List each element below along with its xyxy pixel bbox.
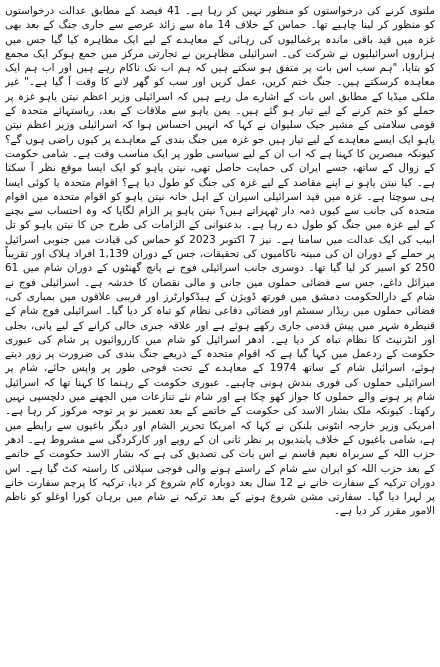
article-text: ملتوی کرنے کی درخواستوں کو منظور نہیں کر رہا ہے۔ 41 فیصد کے مطابق عدالت درخواستوں کو منظور کر لینا چاہیے تھا۔ حماس کے خلاف 14 ماہ سے زائد عرصے سے جاری جنگ کے بعد بھی غزہ میں قید باقی ماندہ یرغمالیوں کی رہائی کے معاہدے کے لیے ایک مظاہرہ کیا گیا جس میں ہزاروں اسرائیلیوں نے شرکت کی۔ اسرائیلی مظاہرین نے تجارتی مرکز میں جمع ہوکر ایک مجمع کو بتایا، "ہم سب اس بات پر متفق ہو سکتے ہیں کہ ہم اب تک ناکام رہے ہیں اور اب ہم ایک معاہدہ کرسکتے ہیں۔ جنگ ختم کریں، عمل کریں اور سب کو گھر لانے کا وقت آ گیا ہے۔" غیر ملکی میڈیا کے مطابق اس بات کے اشارے مل رہے ہیں کہ اسرائیلی وزیر اعظم نیتن یاہو غزہ پر حملے کو ختم کرنے کے لیے تیار ہو گئے ہیں۔ یمن یاہو سے ملاقات کے بعد، ریاستہائے متحدہ کے قومی سلامتی کے مشیر جیک سلیوان نے کہا کہ انہیں احساس ہوا کہ اسرائیلی وزیر اعظم نیتن یاہو ایک ایسے معاہدے کے لیے تیار ہیں جو غزہ میں جنگ بندی کے معاہدے پر کیوں راضی ہوں گے؟ کیونکہ مبصرین کا کہنا ہے کہ اب ان کے لیے سیاسی طور پر ایک مناسب وقت ہے۔ شامی حکومت کے زوال کے ساتھ، جسے ایران کی حمایت حاصل تھی، نیتن یاہو کو ایک ایسا موقع نظر آ سکتا ہے۔ کیا نیتن یاہو نے اپنے مقاصد کے لیے غزہ کی جنگ کو طول دیا ہے؟ اقوام متحدہ یا کوئی ایسا ہی سوچتا ہے۔ غزہ میں قید اسرائیلی اسیران کے اہل خانہ نیتن یاہو کو اقوام متحدہ میں اقوام متحدہ کی جانب سے کیوں ذمہ دار ٹھہراتے ہیں؟ نیتن یاہو پر الزام لگایا کہ وہ احتساب سے بچنے کے لیے غزہ میں جنگ کو طول دے رہا ہے۔ بدعنوانی کے الزامات کی طرح جن کا نیتن یاہو کو تل ابیب کی ایک عدالت میں سامنا ہے۔ نیز 7 اکتوبر 2023 کو حماس کی قیادت میں جنوبی اسرائیل پر حملے کے دوران ان کی مبینہ ناکامیوں کی تحقیقات، جس کے دوران 1,139 افراد ہلاک اور تقریباً 250 کو اسیر کر لیا گیا تھا۔ دوسری جانب اسرائیلی فوج نے پانچ گھنٹوں کے دوران شام میں 61 میزائل داغے، جس سے فضائی حملوں میں جانی و مالی نقصان کا خدشہ ہے۔ اسرائیلی فوج نے شام کے دارالحکومت دمشق میں فورتھ ڈویژن کے ہیڈکوارٹرز اور قریبی علاقوں میں بمباری کی، فضائی حملوں میں ریڈار سسٹم اور فضائی دفاعی نظام کو تباہ کر دیا گیا۔ اسرائیلی فوج شام کے قنیطرہ شہر میں پیش قدمی جاری رکھے ہوئے ہے اور علاقہ جبری خالی کرانے کے لیے پانی، بجلی اور انٹرنیٹ کا نظام تباہ کر دیا ہے۔ ادھر اسرائیل کو شام میں کارروائیوں پر شام کی عبوری حکومت کے ردعمل میں کہا گیا ہے کہ اقوام متحدہ کے ذریعے جنگ بندی کی ضرورت پر زور دیتے ہوئے، اسرائیل شام کے ساتھ 1974 کے معاہدے کے تحت فوجی طور پر واپس جائے، شام پر اسرائیلی حملوں کی فوری بندش ہونی چاہیے۔ عبوری حکومت کے رہنما کا کہنا تھا کہ اسرائیل شام پر ہونے والے حملوں کا جواز کھو چکا ہے اور شام نئے تنازعات میں الجھنے میں دلچسپی نہیں رکھتا۔ کیونکہ ملک بشار الاسد کی حکومت کے خاتمے کے بعد تعمیر نو پر توجہ مرکوز کر رہا ہے۔ امریکی وزیر خارجہ انٹونی بلنکن نے کہا کہ امریکا تحریر الشام اور دیگر باغیوں سے رابطے میں ہے، شامی باغیوں کے خلاف پابندیوں پر نظر ثانی ان کے رویے اور کارکردگی سے مشروط ہے۔ ادھر حزب اللہ کے سربراہ نعیم قاسم نے اس بات کی تصدیق کی ہے کہ بشار الاسد حکومت کے خاتمے کے بعد حزب اللہ کو ایران سے شام کے راستے ہونے والی فوجی سپلائی کا راستہ کٹ گیا ہے۔ اس دوران ترکیہ کے سفارت خانے نے 12 سال بعد دوبارہ کام شروع کر دیا، ترکیہ کا پرچم سفارت خانے پر لہرا دیا گیا۔ سفارتی مشن شروع ہونے کے بعد ترکیہ نے شام میں برہان کورا اوغلو کو ناظم الامور مقرر کر دیا ہے۔ — [5, 5, 435, 518]
article-body — [5, 4, 435, 663]
